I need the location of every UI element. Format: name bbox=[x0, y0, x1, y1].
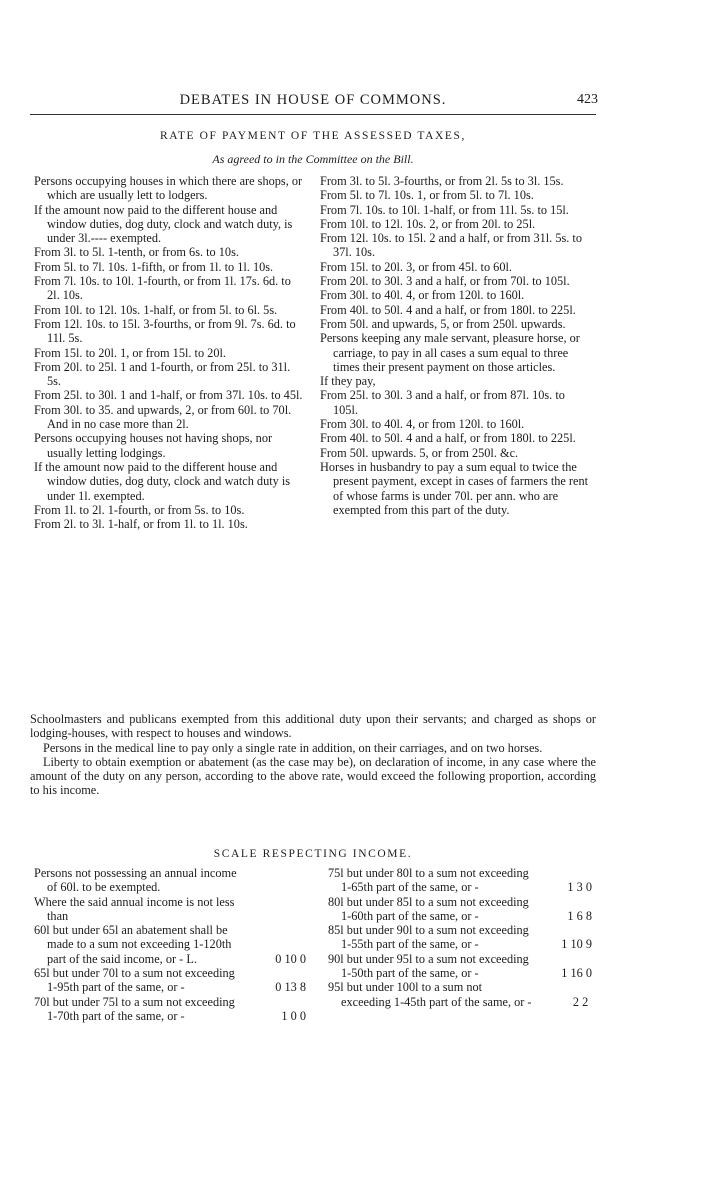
middle-paragraphs bbox=[30, 712, 596, 798]
rate-entry: From 20l. to 25l. 1 and 1-fourth, or from 25l. to 31l. 5s. bbox=[34, 359, 291, 389]
rate-entry: From 3l. to 5l. 3-fourths, or from 2l. 5s to 3l. 15s. bbox=[320, 174, 564, 188]
scale-right-column bbox=[328, 866, 592, 1009]
scale-section-title: SCALE RESPECTING INCOME. bbox=[213, 848, 413, 860]
scale-entry-text: 80l but under 85l to a sum not exceeding 1-60th part of the same, or - bbox=[328, 894, 529, 923]
scale-entry-amount: 1 16 0 bbox=[561, 966, 592, 981]
rate-entry: From 12l. 10s. to 15l. 2 and a half, or from 31l. 5s. to 37l. 10s. bbox=[320, 231, 582, 260]
scale-entry-text: 60l but under 65l an abatement shall be made to a sum not exceeding 1-120th part of the said income, or - L. bbox=[34, 923, 232, 966]
rate-entry: From 10l. to 12l. 10s. 1-half, or from 5l. to 6l. 5s. bbox=[34, 302, 278, 317]
rate-entry: From 10l. to 12l. 10s. 2, or from 20l. to 25l. bbox=[320, 216, 536, 231]
rate-entry: From 15l. to 20l. 3, or from 45l. to 60l. bbox=[320, 259, 512, 274]
rate-entry: From 3l. to 5l. 1-tenth, or from 6s. to 10s. bbox=[34, 245, 239, 260]
rate-entry: From 1l. to 2l. 1-fourth, or from 5s. to 10s. bbox=[34, 502, 245, 517]
rate-entry: From 20l. to 30l. 3 and a half, or from 70l. to 105l. bbox=[320, 274, 570, 289]
running-title: DEBATES IN HOUSE OF COMMONS. bbox=[179, 92, 447, 108]
scale-entry-text: Persons not possessing an annual income of 60l. to be exempted. bbox=[34, 866, 237, 895]
rate-entry: From 5l. to 7l. 10s. 1-fifth, or from 1l. to 1l. 10s. bbox=[34, 259, 274, 274]
scale-entry-amount: 0 10 0 bbox=[275, 951, 306, 966]
scale-entry-amount: 1 3 0 bbox=[567, 880, 592, 895]
scale-entry-amount: 1 6 8 bbox=[567, 908, 592, 923]
rate-entry: From 30l. to 40l. 4, or from 120l. to 160l. bbox=[320, 417, 525, 432]
rate-left-column bbox=[34, 174, 306, 531]
scale-entry-text: 70l but under 75l to a sum not exceeding 1-70th part of the same, or - bbox=[34, 994, 235, 1023]
rate-entry: From 5l. to 7l. 10s. 1, or from 5l. to 7l. 10s. bbox=[320, 188, 534, 203]
scale-entry-text: 75l but under 80l to a sum not exceeding 1-65th part of the same, or - bbox=[328, 866, 529, 895]
scale-entry-text: 95l but under 100l to a sum not exceeding 1-45th part of the same, or - bbox=[328, 980, 532, 1009]
rate-entry: From 25l. to 30l. 3 and a half, or from 87l. 10s. to 105l. bbox=[320, 388, 565, 417]
scale-entry-amount: 2 2 bbox=[572, 994, 589, 1009]
scale-entry bbox=[34, 966, 306, 995]
scale-entry-text: 90l but under 95l to a sum not exceeding 1-50th part of the same, or - bbox=[328, 951, 529, 981]
rate-entry: From 15l. to 20l. 1, or from 15l. to 20l. bbox=[34, 345, 226, 360]
rate-entry: Persons keeping any male servant, pleasure horse, or carriage, to pay in all cases a sum equal to three times their present payment on those articles. bbox=[320, 331, 580, 374]
rate-entry: From 7l. 10s. to 10l. 1-fourth, or from 1l. 17s. 6d. to 2l. 10s. bbox=[34, 274, 291, 303]
rate-entry: Persons occupying houses in which there are shops, or which are usually lett to lodgers. bbox=[34, 174, 303, 203]
scale-entry bbox=[328, 952, 592, 981]
header-rule bbox=[30, 114, 596, 115]
scale-left-column bbox=[34, 866, 306, 1023]
rate-entry: Persons occupying houses not having shops, nor usually letting lodgings. bbox=[34, 431, 273, 460]
scale-entry-text: 65l but under 70l to a sum not exceeding 1-95th part of the same, or - bbox=[34, 966, 235, 995]
body-paragraph: Liberty to obtain exemption or abatement (as the case may be), on declaration of income, in any case where the amount of the duty on any person, according to the above rate, would exceed the following proportion, according to his income. bbox=[30, 754, 596, 798]
rate-entry: If the amount now paid to the different house and window duties, dog duty, clock and watch duty, is under 3l.---- exempted. bbox=[34, 202, 293, 246]
page-number: 423 bbox=[577, 92, 598, 107]
rate-entry: From 25l. to 30l. 1 and 1-half, or from 37l. 10s. to 45l. bbox=[34, 388, 303, 403]
scale-entry bbox=[328, 895, 592, 924]
scale-entry-amount: 1 0 0 bbox=[281, 1008, 306, 1023]
rate-entry: From 12l. 10s. to 15l. 3-fourths, or from 9l. 7s. 6d. to 11l. 5s. bbox=[34, 316, 296, 346]
scale-entry-text: Where the said annual income is not less than bbox=[34, 894, 235, 923]
rate-entry: If the amount now paid to the different house and window duties, dog duty, clock and watch duty is under 1l. exempted. bbox=[34, 459, 291, 503]
rate-entry: If they pay, bbox=[320, 374, 376, 389]
page-header bbox=[30, 92, 596, 114]
rate-right-column bbox=[320, 174, 592, 517]
scale-entry-text: 85l but under 90l to a sum not exceeding 1-55th part of the same, or - bbox=[328, 923, 529, 952]
scale-entry bbox=[34, 923, 306, 966]
rate-entry: From 40l. to 50l. 4 and a half, or from 180l. to 225l. bbox=[320, 431, 576, 446]
rate-entry: From 2l. to 3l. 1-half, or from 1l. to 1l. 10s. bbox=[34, 517, 248, 532]
scale-entry-amount: 1 10 9 bbox=[561, 937, 592, 952]
rate-section-subtitle: As agreed to in the Committee on the Bill. bbox=[212, 152, 414, 166]
rate-entry: From 7l. 10s. to 10l. 1-half, or from 11l. 5s. to 15l. bbox=[320, 202, 569, 217]
rate-entry: From 30l. to 35. and upwards, 2, or from 60l. to 70l. And in no case more than 2l. bbox=[34, 402, 292, 432]
rate-entry: Horses in husbandry to pay a sum equal to twice the present payment, except in cases of farmers the rent of whose farms is under 70l. per ann. who are exempted from this part of the duty. bbox=[320, 459, 589, 517]
rate-entry: From 50l. and upwards, 5, or from 250l. upwards. bbox=[320, 316, 566, 331]
body-paragraph: Persons in the medical line to pay only a single rate in addition, on their carriages, and on two horses. bbox=[43, 740, 543, 755]
rate-section-title: RATE OF PAYMENT OF THE ASSESSED TAXES, bbox=[159, 130, 467, 142]
scale-entry-amount: 0 13 8 bbox=[275, 980, 306, 995]
rate-entry: From 30l. to 40l. 4, or from 120l. to 160l. bbox=[320, 288, 525, 303]
scale-entry bbox=[34, 866, 306, 895]
scale-entry bbox=[328, 866, 592, 895]
rate-entry: From 50l. upwards. 5, or from 250l. &c. bbox=[320, 445, 519, 460]
scale-entry bbox=[328, 923, 592, 952]
scale-entry bbox=[328, 980, 592, 1009]
rate-entry: From 40l. to 50l. 4 and a half, or from 180l. to 225l. bbox=[320, 302, 576, 317]
body-paragraph: Schoolmasters and publicans exempted from this additional duty upon their servants; and charged as shops or lodging-houses, with respect to houses and windows. bbox=[30, 712, 596, 741]
scale-entry bbox=[34, 995, 306, 1024]
scale-entry bbox=[34, 895, 306, 924]
